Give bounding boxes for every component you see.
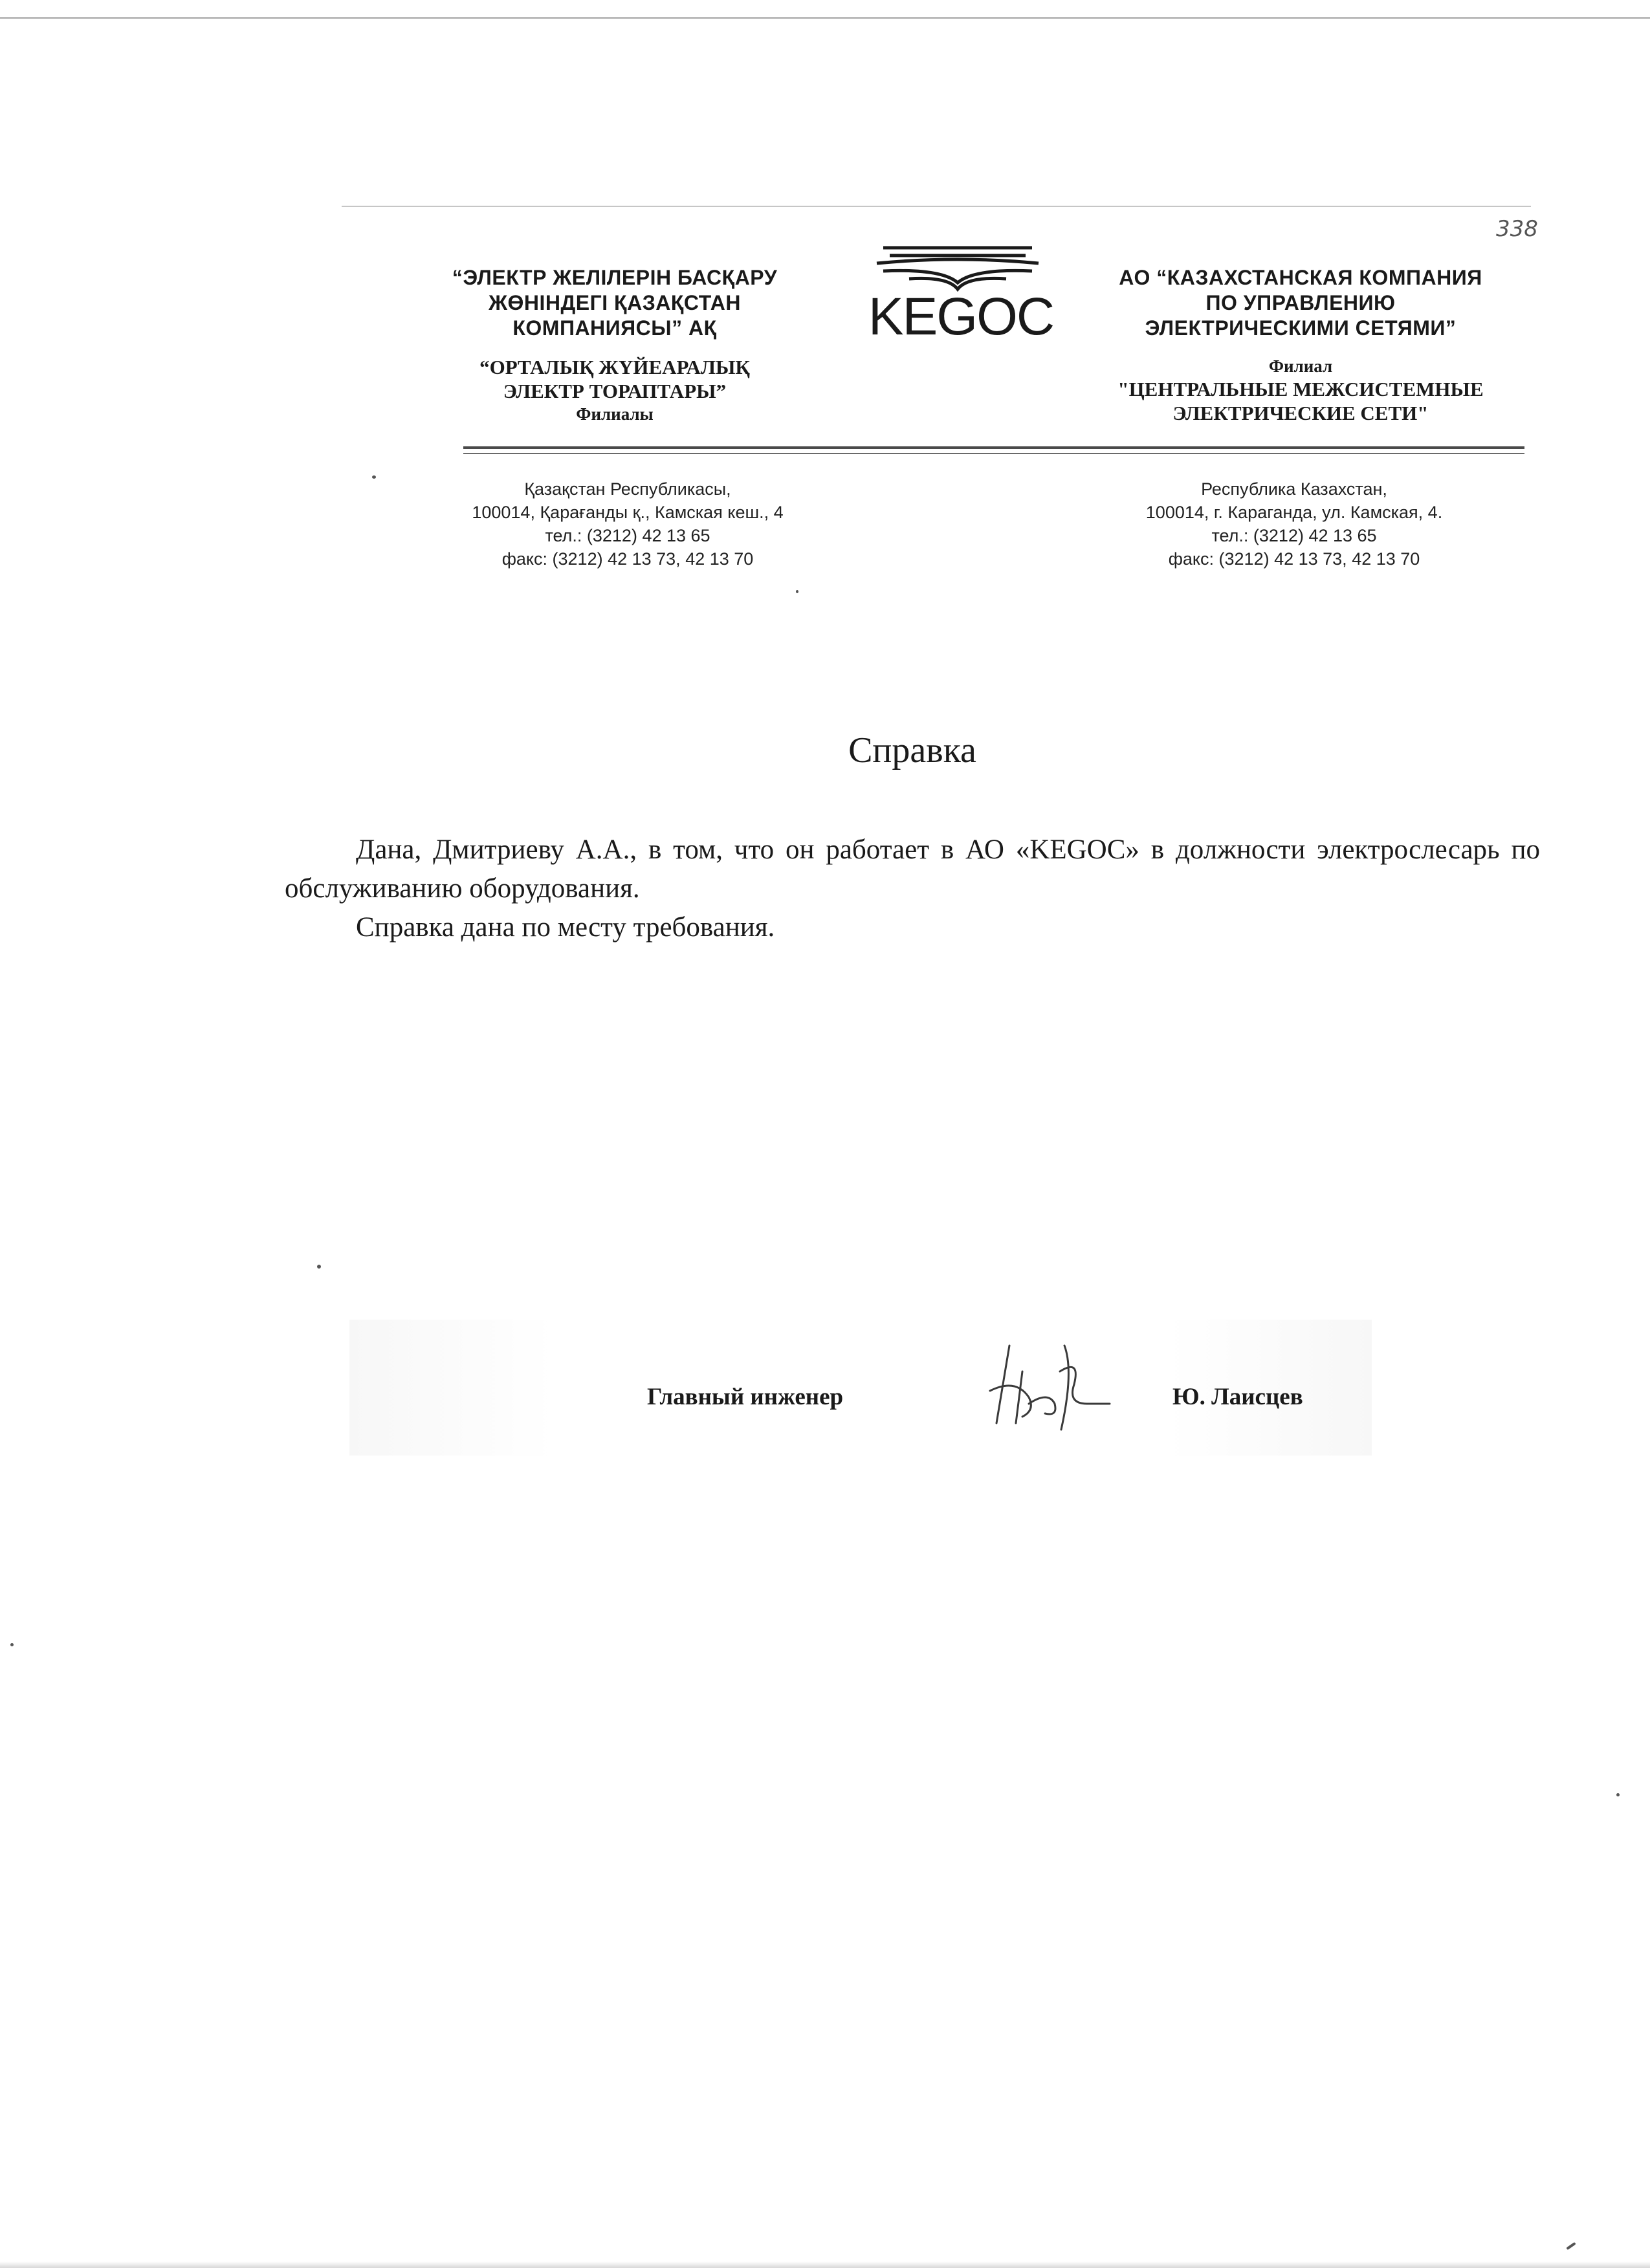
- scan-speck: [796, 590, 798, 593]
- ru-branch-label: Филиал: [1268, 356, 1333, 376]
- scan-bottom-edge: [0, 2262, 1650, 2268]
- kegoc-logo-text: KEGOC: [868, 287, 1054, 346]
- handwritten-signature-icon: [984, 1333, 1113, 1436]
- ru-branch-name-line-1: "ЦЕНТРАЛЬНЫЕ МЕЖСИСТЕМНЫЕ: [1117, 378, 1484, 400]
- kz-branch-name-line-2: ЭЛЕКТР ТОРАПТАРЫ”: [503, 380, 727, 402]
- ru-address-phone: тел.: (3212) 42 13 65: [1211, 526, 1377, 545]
- ru-address-line-2: 100014, г. Караганда, ул. Камская, 4.: [1145, 503, 1443, 522]
- ru-branch-name-line-2: ЭЛЕКТРИЧЕСКИЕ СЕТИ": [1172, 402, 1429, 424]
- scan-speck: [317, 1265, 321, 1269]
- kegoc-logo: [864, 243, 1058, 349]
- scan-speck: [10, 1643, 14, 1646]
- kz-address-phone: тел.: (3212) 42 13 65: [545, 526, 710, 545]
- ru-address-block: [1100, 477, 1488, 571]
- kz-org-name-line-2: ЖӨНІНДЕГІ ҚАЗАҚСТАН: [489, 291, 741, 314]
- letterhead-divider-thin: [463, 453, 1524, 454]
- signatory-name: Ю. Лаисцев: [1172, 1384, 1303, 1410]
- document-title: Справка: [848, 730, 976, 770]
- kz-org-name-line-1: “ЭЛЕКТР ЖЕЛІЛЕРІН БАСҚАРУ: [452, 266, 778, 289]
- ru-address-fax: факс: (3212) 42 13 73, 42 13 70: [1168, 549, 1420, 569]
- letterhead-ru-block: [1068, 265, 1534, 425]
- scan-speck: [1566, 2242, 1576, 2250]
- ru-org-name-line-1: АО “КАЗАХСТАНСКАЯ КОМПАНИЯ: [1119, 266, 1482, 289]
- scan-top-edge: [0, 17, 1650, 19]
- kz-address-line-2: 100014, Қарағанды қ., Камская кеш., 4: [472, 503, 784, 522]
- kz-address-block: [446, 477, 809, 571]
- kz-address-line-1: Қазақстан Республикасы,: [524, 479, 731, 499]
- scan-speck: [372, 475, 376, 479]
- letterhead-divider-thick: [463, 446, 1524, 449]
- ru-org-name-line-2: ПО УПРАВЛЕНИЮ: [1205, 291, 1396, 314]
- kz-address-fax: факс: (3212) 42 13 73, 42 13 70: [501, 549, 754, 569]
- document-body: [285, 831, 1540, 947]
- ru-org-name-line-3: ЭЛЕКТРИЧЕСКИМИ СЕТЯМИ”: [1145, 316, 1457, 340]
- signatory-position: Главный инженер: [647, 1384, 844, 1410]
- letterhead-top-line: [342, 206, 1531, 207]
- kz-branch-label: Филиалы: [576, 404, 654, 424]
- handwritten-page-number: 338: [1496, 216, 1538, 242]
- kz-org-name-line-3: КОМПАНИЯСЫ” АҚ: [512, 316, 717, 340]
- kz-branch-name-line-1: “ОРТАЛЫҚ ЖҮЙЕАРАЛЫҚ: [479, 356, 750, 378]
- ru-address-line-1: Республика Казахстан,: [1201, 479, 1387, 499]
- scan-speck: [1616, 1793, 1620, 1796]
- body-paragraph-1: Дана, Дмитриеву А.А., в том, что он работает в АО «KEGOC» в должности электрослесарь по обслуживанию оборудования.: [285, 834, 1540, 904]
- body-paragraph-2: Справка дана по месту требования.: [356, 912, 775, 943]
- letterhead-kz-block: [414, 265, 815, 425]
